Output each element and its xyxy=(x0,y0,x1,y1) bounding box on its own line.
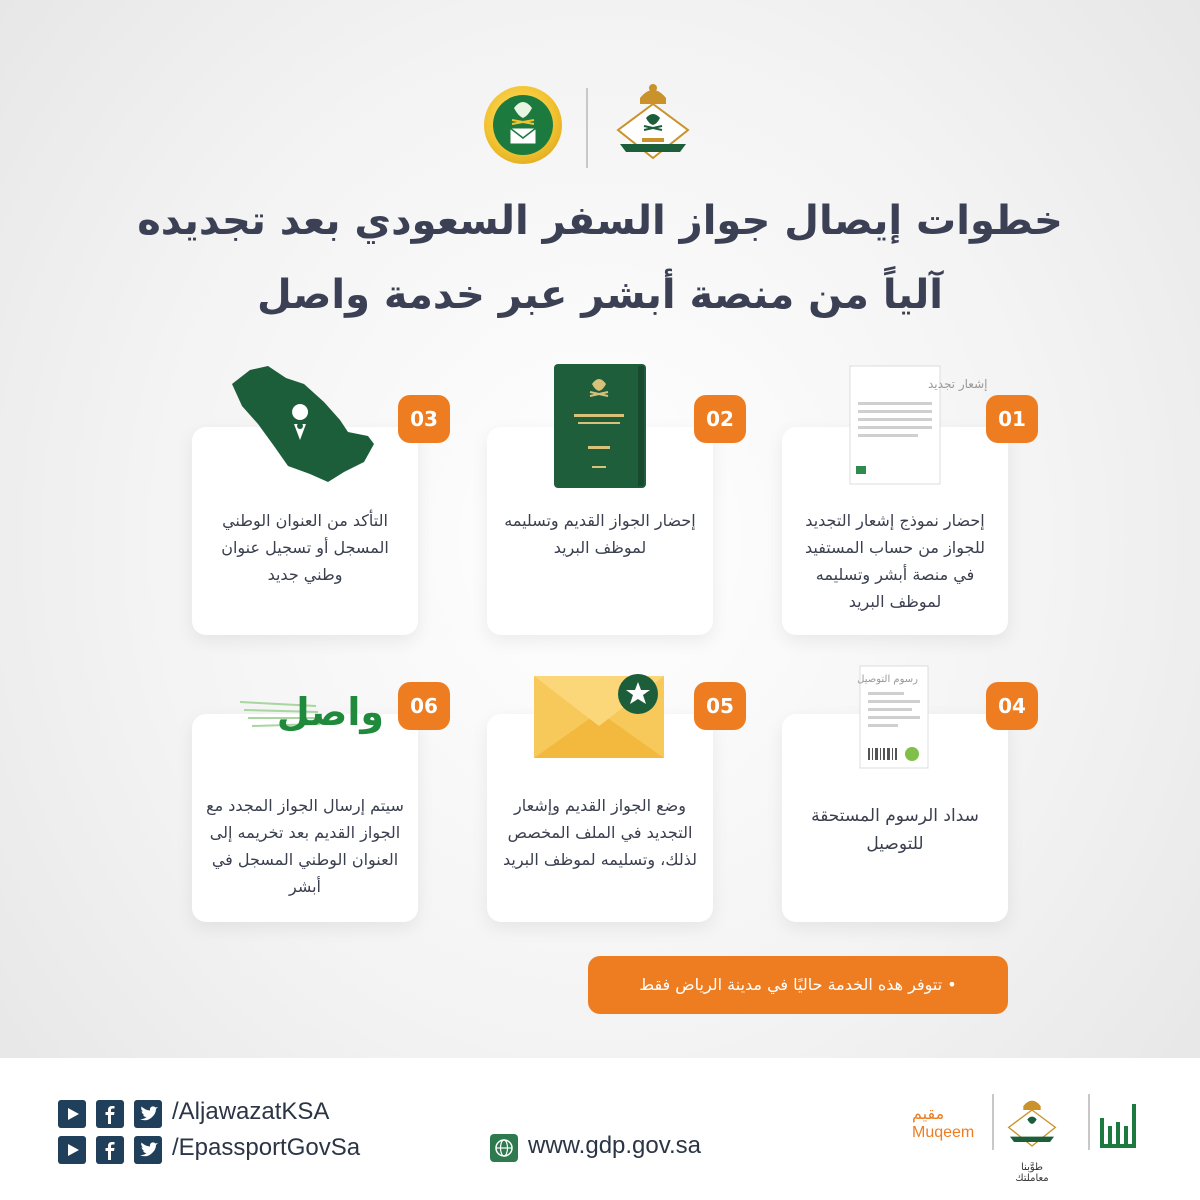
step-number-03: 03 xyxy=(398,395,450,443)
page-title-line2: آلياً من منصة أبشر عبر خدمة واصل xyxy=(257,272,943,318)
note-bullet: • xyxy=(947,975,957,994)
step-text-06: سيتم إرسال الجواز المجدد مع الجواز القديم بعد تخريمه إلى العنوان الوطني المسجل في أبشر xyxy=(206,796,404,896)
logo-divider xyxy=(586,88,588,168)
wasel-logo-icon xyxy=(236,688,386,738)
passport-icon xyxy=(552,362,648,490)
footer-divider xyxy=(992,1094,994,1150)
jawazat-slogan: طوَّبنا معاملتك xyxy=(1015,1162,1049,1184)
step-number-02: 02 xyxy=(694,395,746,443)
footer xyxy=(0,1058,1200,1200)
muqeem-arabic: مقيم xyxy=(912,1104,945,1123)
jawazat-logo-icon xyxy=(608,80,698,170)
step-number-06: 06 xyxy=(398,682,450,730)
step-card-06 xyxy=(192,714,418,922)
saudi-map-pin-icon xyxy=(228,362,378,486)
renewal-notice-document-icon xyxy=(846,362,988,488)
wasel-logo-text: واصل xyxy=(276,690,384,734)
step-number-04: 04 xyxy=(986,682,1038,730)
envelope-star-icon xyxy=(532,668,668,762)
social-handle-2[interactable]: /EpassportGovSa xyxy=(172,1134,361,1161)
social-handle-1[interactable]: /AljawazatKSA xyxy=(172,1098,330,1125)
notice-doc-title: إشعار تجديد xyxy=(928,377,988,391)
youtube-icon[interactable] xyxy=(58,1100,86,1128)
receipt-icon xyxy=(856,662,932,772)
step-number-05: 05 xyxy=(694,682,746,730)
facebook-icon[interactable] xyxy=(96,1100,124,1128)
step-text-04: سداد الرسوم المستحقة للتوصيل xyxy=(811,806,979,854)
availability-note xyxy=(588,956,1008,1014)
step-text-02: إحضار الجواز القديم وتسليمه لموظف البريد xyxy=(504,511,696,557)
youtube-icon[interactable] xyxy=(58,1136,86,1164)
globe-icon xyxy=(490,1134,518,1162)
step-text-03: التأكد من العنوان الوطني المسجل أو تسجيل عنوان وطني جديد xyxy=(221,511,389,584)
page-title-line1: خطوات إيصال جواز السفر السعودي بعد تجديده xyxy=(137,198,1063,244)
receipt-title: رسوم التوصيل xyxy=(857,674,918,685)
twitter-icon[interactable] xyxy=(134,1136,162,1164)
website-link[interactable]: www.gdp.gov.sa xyxy=(528,1132,701,1159)
step-text-01: إحضار نموذج إشعار التجديد للجواز من حساب المستفيد في منصة أبشر وتسليمه لموظف البريد xyxy=(804,511,986,611)
note-text: تتوفر هذه الخدمة حاليًا في مدينة الرياض فقط xyxy=(639,975,943,994)
facebook-icon[interactable] xyxy=(96,1136,124,1164)
saudi-post-logo-icon xyxy=(484,86,562,164)
header-logos xyxy=(0,80,1200,190)
step-text-05: وضع الجواز القديم وإشعار التجديد في الملف المخصص لذلك، وتسليمه لموظف البريد xyxy=(503,796,697,869)
twitter-icon[interactable] xyxy=(134,1100,162,1128)
step-number-01: 01 xyxy=(986,395,1038,443)
jawazat-footer-logo-icon xyxy=(1002,1086,1062,1162)
footer-divider xyxy=(1088,1094,1090,1150)
muqeem-english: Muqeem xyxy=(912,1124,975,1141)
absher-logo-icon xyxy=(1098,1098,1138,1154)
